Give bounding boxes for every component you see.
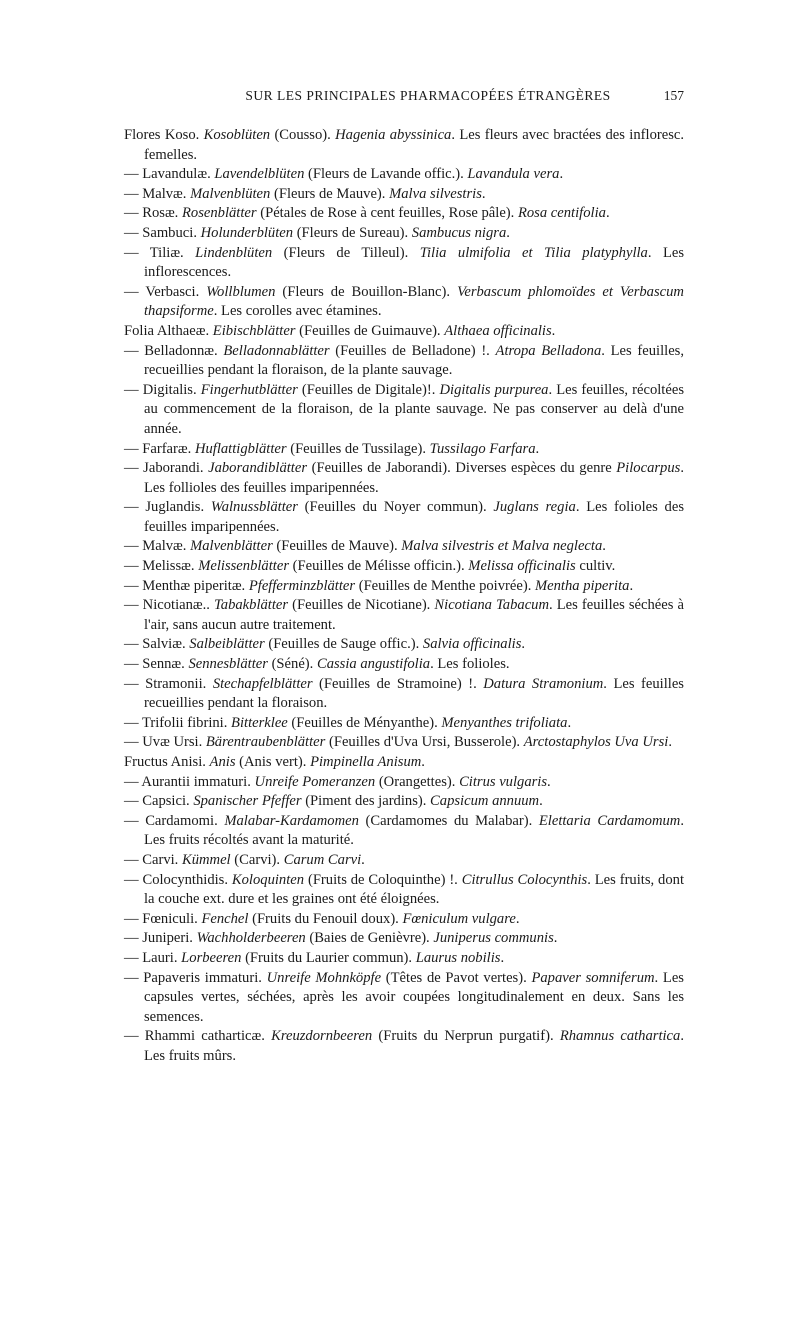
entry-colocynthidis: — Colocynthidis. Koloquinten (Fruits de Coloquinthe) !. Citrullus Colocynthis. Les fruits, dont la couche ext. dure et les graines ont été éloignées. (124, 871, 684, 908)
entry-belladonnae: — Belladonnæ. Belladonnablätter (Feuilles de Belladone) !. Atropa Belladona. Les feuilles, recueillies pendant la floraison, de la plante sauvage. (124, 342, 684, 379)
entry-sambuci: — Sambuci. Holunderblüten (Fleurs de Sureau). Sambucus nigra. (124, 224, 510, 241)
entry-malvae-flores: — Malvæ. Malvenblüten (Fleurs de Mauve). Malva silvestris. (124, 185, 486, 202)
entry-farfarae: — Farfaræ. Huflattigblätter (Feuilles de Tussilage). Tussilago Farfara. (124, 440, 540, 457)
entry-fructus-anisi: Fructus Anisi. Anis (Anis vert). Pimpinella Anisum. (124, 754, 425, 770)
entry-juniperi: — Juniperi. Wachholderbeeren (Baies de Genièvre). Juniperus communis. (124, 930, 558, 947)
entry-tiliae: — Tiliæ. Lindenblüten (Fleurs de Tilleul). Tilia ulmifolia et Tilia platyphylla. Les inflorescences. (124, 244, 685, 281)
running-header: SUR LES PRINCIPALES PHARMACOPÉES ÉTRANGÈRES (245, 88, 611, 103)
entry-lauri: — Lauri. Lorbeeren (Fruits du Laurier commun). Laurus nobilis. (124, 949, 505, 966)
entry-melissae: — Melissæ. Melissenblätter (Feuilles de Mélisse officin.). Melissa officinalis cultiv. (124, 558, 616, 575)
entry-uvae-ursi: — Uvæ Ursi. Bärentraubenblätter (Feuilles d'Uva Ursi, Busserole). Arctostaphylos Uva Ursi. (124, 734, 672, 751)
entry-capsici: — Capsici. Spanischer Pfeffer (Piment des jardins). Capsicum annuum. (124, 793, 543, 810)
entry-stramonii: — Stramonii. Stechapfelblätter (Feuilles de Stramoine) !. Datura Stramonium. Les feuilles recueillies pendant la floraison. (124, 675, 684, 712)
entry-juglandis: — Juglandis. Walnussblätter (Feuilles du Noyer commun). Juglans regia. Les folioles des feuilles imparipennées. (124, 499, 685, 535)
entry-papaveris-immaturi: — Papaveris immaturi. Unreife Mohnköpfe (Têtes de Pavot vertes). Papaver somniferum. Les capsules vertes, séchées, après les avoir coupées longitudinalement en deux. Sans les semences. (124, 969, 684, 1025)
page-number: 157 (663, 88, 684, 103)
entry-verbasci: — Verbasci. Wollblumen (Fleurs de Bouillon-Blanc). Verbascum phlomoïdes et Verbascum thapsiforme. Les corolles avec étamines. (124, 283, 684, 320)
entry-carvi: — Carvi. Kümmel (Carvi). Carum Carvi. (124, 851, 365, 868)
entry-menthae-piperitae: — Menthæ piperitæ. Pfefferminzblätter (Feuilles de Menthe poivrée). Mentha piperita. (124, 577, 634, 594)
entry-salviae: — Salviæ. Salbeiblätter (Feuilles de Sauge offic.). Salvia officinalis. (124, 636, 526, 653)
entry-folia-althaeae: Folia Althaeæ. Eibischblätter (Feuilles de Guimauve). Althaea officinalis. (124, 322, 556, 339)
entry-jaborandi: — Jaborandi. Jaborandiblätter (Feuilles de Jaborandi). Diverses espèces du genre Pilocarpus. Les follioles des feuilles imparipennées. (124, 460, 684, 496)
entry-rosae: — Rosæ. Rosenblätter (Pétales de Rose à cent feuilles, Rose pâle). Rosa centifolia. (124, 205, 610, 222)
entry-cardamomi: — Cardamomi. Malabar-Kardamomen (Cardamomes du Malabar). Elettaria Cardamomum. Les fruits récoltés avant la maturité. (124, 812, 684, 849)
entry-malvae-folia: — Malvæ. Malvenblätter (Feuilles de Mauve). Malva silvestris et Malva neglecta. (124, 538, 606, 555)
entry-list (124, 126, 684, 1067)
entry-sennae: — Sennæ. Sennesblätter (Séné). Cassia angustifolia. Les folioles. (124, 656, 510, 673)
entry-foeniculi: — Fœniculi. Fenchel (Fruits du Fenouil doux). Fœniculum vulgare. (124, 910, 520, 927)
entry-rhammi-catharticae: — Rhammi catharticæ. Kreuzdornbeeren (Fruits du Nerprun purgatif). Rhamnus cathartica. Les fruits mûrs. (124, 1028, 684, 1064)
entry-lavandulae: — Lavandulæ. Lavendelblüten (Fleurs de Lavande offic.). Lavandula vera. (124, 166, 564, 183)
entry-digitalis: — Digitalis. Fingerhutblätter (Feuilles de Digitale)!. Digitalis purpurea. Les feuilles, récoltées au commencement de la floraison, de la plante sauvage. Ne pas conserver au delà d'une année. (124, 381, 684, 437)
entry-aurantii-immaturi: — Aurantii immaturi. Unreife Pomeranzen (Orangettes). Citrus vulgaris. (124, 773, 551, 790)
entry-trifolii-fibrini: — Trifolii fibrini. Bitterklee (Feuilles de Ményanthe). Menyanthes trifoliata. (124, 714, 572, 731)
entry-nicotianae: — Nicotianæ.. Tabakblätter (Feuilles de Nicotiane). Nicotiana Tabacum. Les feuilles séchées à l'air, sans aucun autre traitement. (124, 597, 684, 633)
entry-flores-koso: Flores Koso. Kosoblüten (Cousso). Hagenia abyssinica. Les fleurs avec bractées des infloresc. femelles. (124, 127, 685, 163)
